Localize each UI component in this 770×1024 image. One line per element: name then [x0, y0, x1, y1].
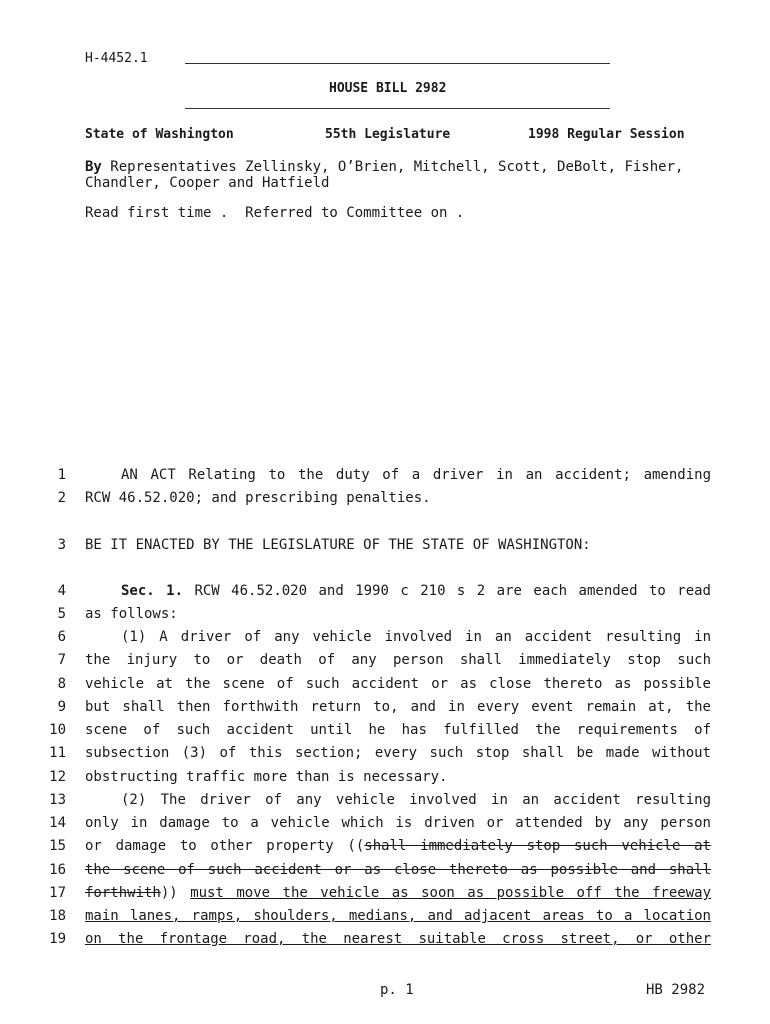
bill-line	[0, 490, 770, 513]
line-number: 13	[49, 792, 66, 808]
line-number: 7	[57, 652, 66, 668]
bill-line	[0, 699, 770, 722]
line-text	[85, 583, 711, 599]
bill-line	[0, 629, 770, 652]
enacting-clause: BE IT ENACTED BY THE LEGISLATURE OF THE STATE OF WASHINGTON:	[85, 537, 591, 553]
line-text	[85, 838, 711, 854]
line-number: 8	[57, 676, 66, 692]
footer-bill-id: HB 2982	[646, 982, 706, 998]
by-label: By	[85, 159, 102, 175]
bill-line	[0, 467, 770, 490]
reading-status: Read first time . Referred to Committee on .	[85, 205, 465, 221]
bill-line	[0, 537, 770, 560]
line-text: AN ACT Relating to the duty of a driver in an accident; amending	[121, 467, 711, 483]
line-number: 12	[49, 769, 66, 785]
legislature-label: 55th Legislature	[325, 127, 451, 142]
line-number: 16	[49, 862, 66, 878]
line-number: 3	[57, 537, 66, 553]
session-label: 1998 Regular Session	[528, 127, 685, 142]
line-text: vehicle at the scene of such accident or as close thereto as possible	[85, 676, 711, 692]
struck-text: the scene of such accident or as close thereto as possible and shall	[85, 862, 711, 878]
line-number: 18	[49, 908, 66, 924]
line-text: the injury to or death of any person shall immediately stop such	[85, 652, 711, 668]
header-rule-bottom	[185, 108, 610, 109]
line-number: 19	[49, 931, 66, 947]
line-number: 14	[49, 815, 66, 831]
line-number: 9	[57, 699, 66, 715]
line-number: 11	[49, 745, 66, 761]
struck-text: shall immediately stop such vehicle at	[364, 838, 711, 854]
bill-line	[0, 838, 770, 861]
retained-text: or damage to other property ((	[85, 838, 365, 854]
line-number: 4	[57, 583, 66, 599]
sponsor-list: Representatives Zellinsky, O’Brien, Mitchell, Scott, DeBolt, Fisher, Chandler, Cooper and Hatfield	[85, 159, 684, 191]
line-text: only in damage to a vehicle which is driven or attended by any person	[85, 815, 711, 831]
line-text	[85, 885, 711, 901]
bill-id: H-4452.1	[85, 51, 148, 66]
struck-text: forthwith	[85, 885, 161, 901]
page-number: p. 1	[380, 982, 414, 998]
amendment-bracket: ))	[160, 885, 191, 901]
line-number: 6	[57, 629, 66, 645]
line-number: 10	[49, 722, 66, 738]
bill-line	[0, 722, 770, 745]
line-number: 2	[57, 490, 66, 506]
line-text: (2) The driver of any vehicle involved in an accident resulting	[121, 792, 711, 808]
bill-title: HOUSE BILL 2982	[329, 81, 447, 96]
line-number: 1	[57, 467, 66, 483]
bill-line	[0, 885, 770, 908]
bill-line	[0, 769, 770, 792]
bill-line	[0, 606, 770, 629]
line-text: scene of such accident until he has fulfilled the requirements of	[85, 722, 711, 738]
line-number: 17	[49, 885, 66, 901]
line-text: RCW 46.52.020; and prescribing penalties.	[85, 490, 431, 506]
line-number: 15	[49, 838, 66, 854]
section-heading: Sec. 1.	[121, 583, 184, 599]
line-text: subsection (3) of this section; every such stop shall be made without	[85, 745, 711, 761]
line-text: as follows:	[85, 606, 178, 622]
bill-line	[0, 862, 770, 885]
line-text: obstructing traffic more than is necessary.	[85, 769, 448, 785]
line-text: but shall then forthwith return to, and in every event remain at, the	[85, 699, 711, 715]
bill-line	[0, 931, 770, 954]
added-text: on the frontage road, the nearest suitable cross street, or other	[85, 931, 711, 947]
line-text: (1) A driver of any vehicle involved in an accident resulting in	[121, 629, 711, 645]
added-text: main lanes, ramps, shoulders, medians, and adjacent areas to a location	[85, 908, 711, 924]
bill-line	[0, 792, 770, 815]
state-label: State of Washington	[85, 127, 234, 142]
added-text: must move the vehicle as soon as possible off the freeway	[190, 885, 711, 901]
line-number: 5	[57, 606, 66, 622]
sponsors	[85, 159, 713, 191]
bill-line	[0, 583, 770, 606]
bill-line	[0, 815, 770, 838]
bill-line	[0, 652, 770, 675]
bill-line	[0, 745, 770, 768]
section-text: RCW 46.52.020 and 1990 c 210 s 2 are each amended to read	[194, 583, 711, 599]
header-rule-top	[185, 63, 610, 64]
bill-line	[0, 676, 770, 699]
bill-line	[0, 908, 770, 931]
